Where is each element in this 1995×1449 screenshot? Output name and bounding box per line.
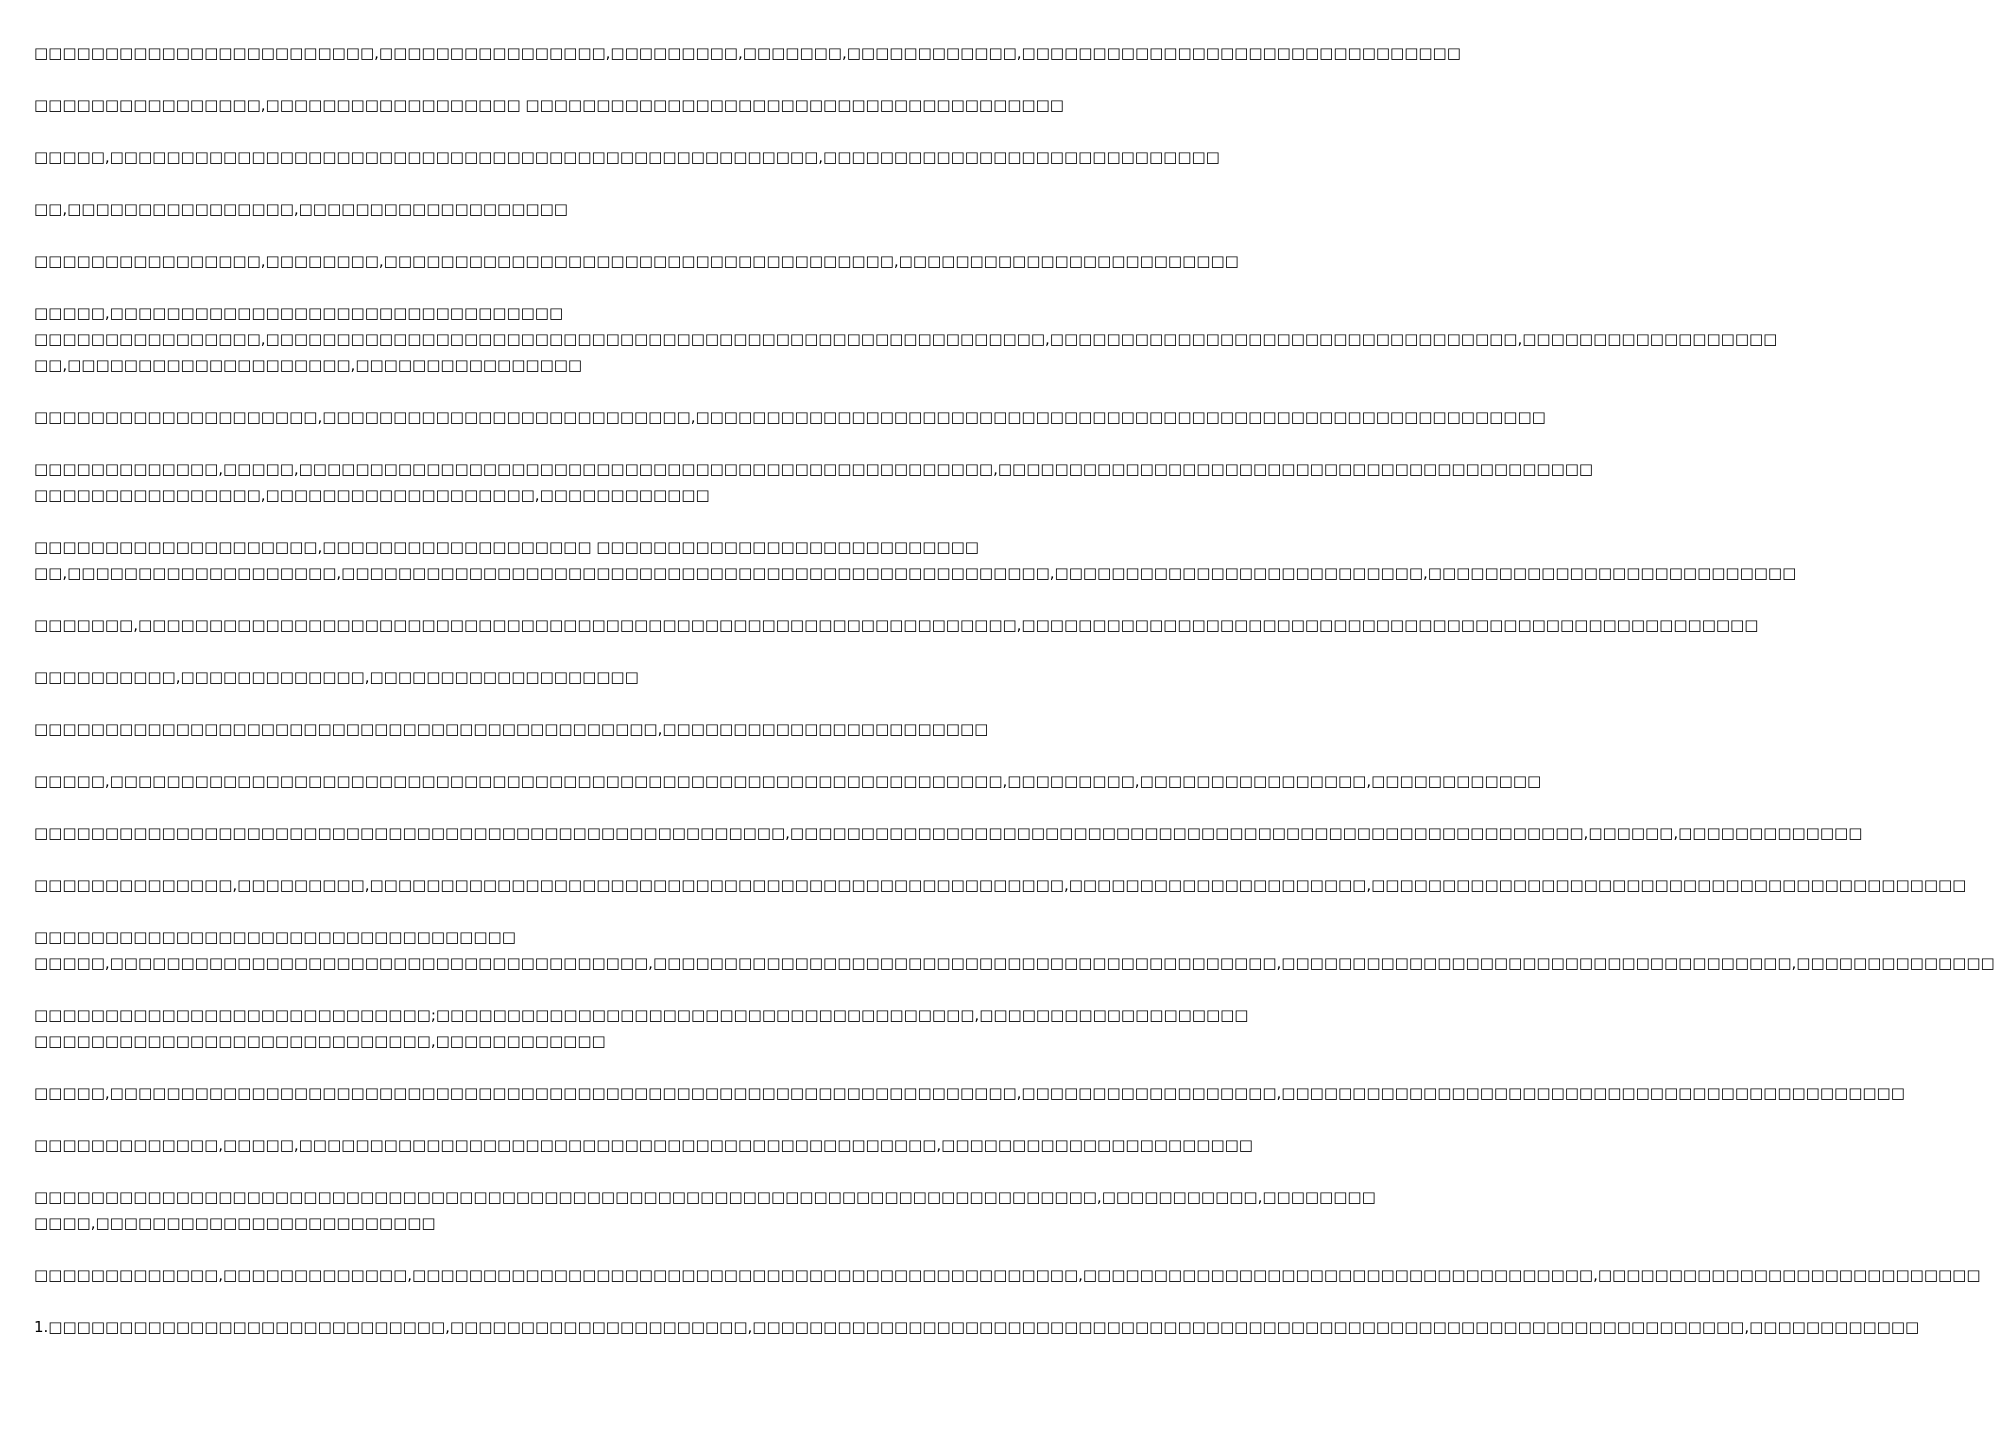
paragraph	[34, 664, 990, 690]
text-line: □□□□□□□□□□□□□□□□□□□□□□□□□□□□□□□□□□□□□□□□□□□□□□□□□□□□□□□□□□□□□□□□□□□□□□□□□□□,□□□□□□□□□□□,□□□□□□□□	[34, 1188, 1376, 1206]
text-line: □□□□□□□□□□□□□□□□□□□□□□□□,□□□□□□□□□□□□□□□□,□□□□□□□□□,□□□□□□□,□□□□□□□□□□□□,□□□□□□□□□□□□□□□□□□□□□□□□□□□□□□□	[34, 44, 1461, 62]
paragraph	[34, 768, 1542, 794]
paragraph	[34, 1132, 1253, 1158]
text-line: 1.□□□□□□□□□□□□□□□□□□□□□□□□□□□□,□□□□□□□□□□□□□□□□□□□□□,□□□□□□□□□□□□□□□□□□□□□□□□□□□□□□□□□□□□□□□□□□□□□□□□□□□□□□□□□□□□□□□□□□□□□□,□□□□□□□□□□□□	[34, 1318, 1920, 1336]
text-line: □□□□□□□□□□□□□□□□□□□□□□□□□□□□□□□□□□□□□□□□□□□□,□□□□□□□□□□□□□□□□□□□□□□□	[34, 720, 989, 738]
text-line: □□□□□□□□□□□□□□□□,□□□□□□□□□□□□□□□□□□□,□□□□□□□□□□□□	[34, 486, 710, 504]
text-line: □□□□□□□□□□,□□□□□□□□□□□□□,□□□□□□□□□□□□□□□□□□□	[34, 668, 639, 686]
text-line: □□,□□□□□□□□□□□□□□□□□□□□,□□□□□□□□□□□□□□□□	[34, 356, 583, 374]
paragraph	[34, 534, 1797, 586]
paragraph	[34, 872, 1967, 898]
text-line: □□□□,□□□□□□□□□□□□□□□□□□□□□□□□	[34, 1214, 436, 1232]
paragraph	[34, 716, 990, 742]
paragraph	[34, 40, 1461, 66]
text-line: □□□□□□□□□□□□□□,□□□□□□□□□,□□□□□□□□□□□□□□□□□□□□□□□□□□□□□□□□□□□□□□□□□□□□□□□□□,□□□□□□□□□□□□□□□□□□□□□,□□□□□□□□□□□□□□□□□□□□□□□□□□□□□□□□□□□□□□□□□□	[34, 876, 1967, 894]
paragraph	[34, 1262, 1981, 1288]
paragraph	[34, 924, 1995, 976]
text-line: □□□□□□□□□□□□□□□□□□□□,□□□□□□□□□□□□□□□□□□□□□□□□□□,□□□□□□□□□□□□□□□□□□□□□□□□□□□□□□□□□□□□□□□□□□□□□□□□□□□□□□□□□□□□	[34, 408, 1546, 426]
paragraph	[34, 404, 1546, 430]
text-line: □□□□□□□□□□□□□□□□□□□□□□□□□□□□,□□□□□□□□□□□□	[34, 1032, 606, 1050]
text-line: □□,□□□□□□□□□□□□□□□□,□□□□□□□□□□□□□□□□□□□	[34, 200, 568, 218]
paragraph	[34, 92, 1064, 118]
text-line: □□□□□,□□□□□□□□□□□□□□□□□□□□□□□□□□□□□□□□□□□□□□,□□□□□□□□□□□□□□□□□□□□□□□□□□□□□□□□□□□□□□□□□□□□,□□□□□□□□□□□□□□□□□□□□□□□□□□□□□□□□□□□□,□□□□□□□□□□□□□□	[34, 954, 1995, 972]
text-line: □□□□□,□□□□□□□□□□□□□□□□□□□□□□□□□□□□□□□□□□□□□□□□□□□□□□□□□□□□□□□□□□□□□□□,□□□□□□□□□,□□□□□□□□□□□□□□□□,□□□□□□□□□□□□	[34, 772, 1542, 790]
text-line: □□□□□□□□□□□□□,□□□□□,□□□□□□□□□□□□□□□□□□□□□□□□□□□□□□□□□□□□□□□□□□□□□□□□□,□□□□□□□□□□□□□□□□□□□□□□□□□□□□□□□□□□□□□□□□□□	[34, 460, 1594, 478]
text-line: □□□□□,□□□□□□□□□□□□□□□□□□□□□□□□□□□□□□□□□□□□□□□□□□□□□□□□□□,□□□□□□□□□□□□□□□□□□□□□□□□□□□□	[34, 148, 1220, 166]
text-line: □□□□□□□□□□□□□□□□,□□□□□□□□,□□□□□□□□□□□□□□□□□□□□□□□□□□□□□□□□□□□□,□□□□□□□□□□□□□□□□□□□□□□□□	[34, 252, 1239, 270]
text-line: □□□□□□□□□□□□□□□□□□□□□□□□□□□□□□□□□□	[34, 928, 516, 946]
text-line: □□□□□,□□□□□□□□□□□□□□□□□□□□□□□□□□□□□□□□□□□□□□□□□□□□□□□□□□□□□□□□□□□□□□□□,□□□□□□□□□□□□□□□□□□,□□□□□□□□□□□□□□□□□□□□□□□□□□□□□□□□□□□□□□□□□□□□	[34, 1084, 1905, 1102]
paragraph	[34, 1080, 1905, 1106]
text-line: □□□□□,□□□□□□□□□□□□□□□□□□□□□□□□□□□□□□□□	[34, 304, 564, 322]
text-line: □□□□□□□□□□□□□,□□□□□□□□□□□□□,□□□□□□□□□□□□□□□□□□□□□□□□□□□□□□□□□□□□□□□□□□□□□□□,□□□□□□□□□□□□□□□□□□□□□□□□□□□□□□□□□□□□,□□□□□□□□□□□□□□□□□□□□□□□□□□□	[34, 1266, 1981, 1284]
text-line: □□□□□□□□□□□□□□□□□□□□□□□□□□□□;□□□□□□□□□□□□□□□□□□□□□□□□□□□□□□□□□□□□□□,□□□□□□□□□□□□□□□□□□□	[34, 1006, 1249, 1024]
paragraph	[34, 196, 990, 222]
text-line: □□□□□□□,□□□□□□□□□□□□□□□□□□□□□□□□□□□□□□□□□□□□□□□□□□□□□□□□□□□□□□□□□□□□□□,□□□□□□□□□□□□□□□□□□□□□□□□□□□□□□□□□□□□□□□□□□□□□□□□□□□□	[34, 616, 1759, 634]
text-line: □□□□□□□□□□□□□□□□□□□□□□□□□□□□□□□□□□□□□□□□□□□□□□□□□□□□□,□□□□□□□□□□□□□□□□□□□□□□□□□□□□□□□□□□□□□□□□□□□□□□□□□□□□□□□□,□□□□□□,□□□□□□□□□□□□□	[34, 824, 1863, 842]
paragraph	[34, 300, 1778, 378]
text-line: □□□□□□□□□□□□□,□□□□□,□□□□□□□□□□□□□□□□□□□□□□□□□□□□□□□□□□□□□□□□□□□□□,□□□□□□□□□□□□□□□□□□□□□□	[34, 1136, 1253, 1154]
paragraph	[34, 144, 1220, 170]
paragraph	[34, 1184, 1376, 1236]
text-line: □□□□□□□□□□□□□□□□,□□□□□□□□□□□□□□□□□□ □□□□□□□□□□□□□□□□□□□□□□□□□□□□□□□□□□□□□□	[34, 96, 1064, 114]
paragraph	[34, 820, 1863, 846]
text-line: □□,□□□□□□□□□□□□□□□□□□□,□□□□□□□□□□□□□□□□□□□□□□□□□□□□□□□□□□□□□□□□□□□□□□□□□□,□□□□□□□□□□□□□□□□□□□□□□□□□□,□□□□□□□□□□□□□□□□□□□□□□□□□□	[34, 564, 1797, 582]
paragraph	[34, 456, 1594, 508]
paragraph	[34, 612, 1759, 638]
paragraph	[34, 1314, 1920, 1340]
paragraph	[34, 1002, 1249, 1054]
text-line: □□□□□□□□□□□□□□□□□□□□,□□□□□□□□□□□□□□□□□□□ □□□□□□□□□□□□□□□□□□□□□□□□□□□	[34, 538, 979, 556]
text-line: □□□□□□□□□□□□□□□□,□□□□□□□□□□□□□□□□□□□□□□□□□□□□□□□□□□□□□□□□□□□□□□□□□□□□□□□,□□□□□□□□□□□□□□□□□□□□□□□□□□□□□□□□□,□□□□□□□□□□□□□□□□□□	[34, 330, 1778, 348]
paragraph	[34, 248, 1239, 274]
